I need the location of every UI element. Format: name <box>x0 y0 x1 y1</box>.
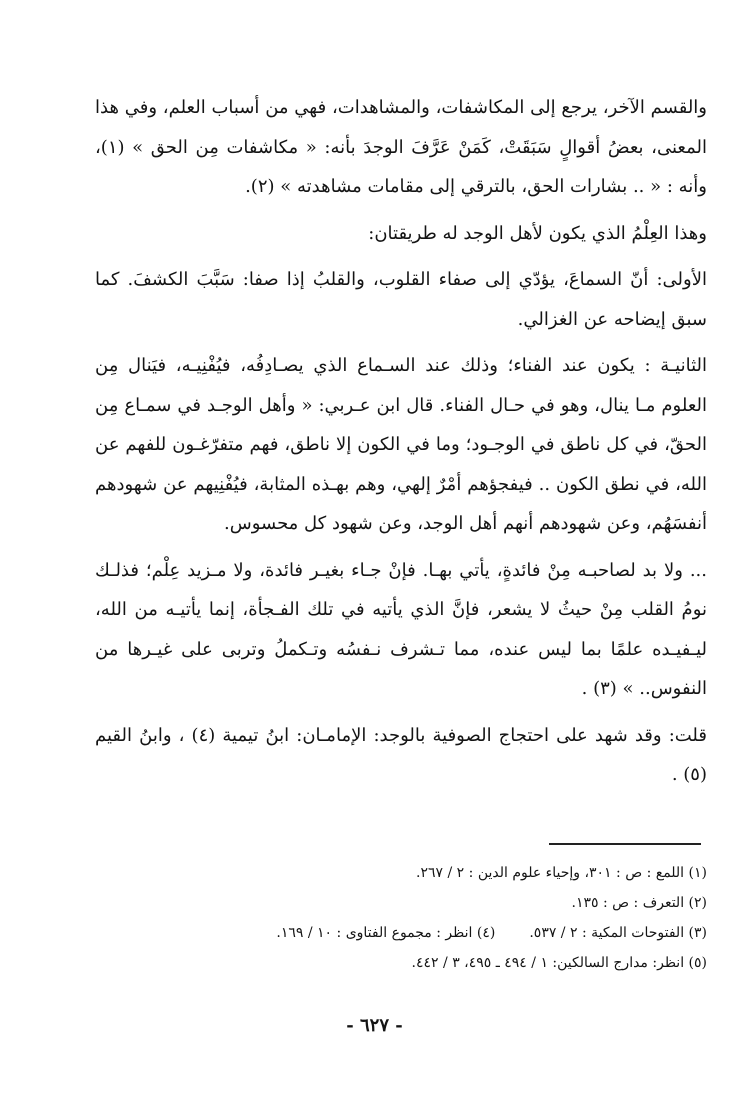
footnote-row-3-4 <box>95 918 707 948</box>
page-number: - ٦٢٧ - <box>346 1015 403 1036</box>
footnote-separator <box>549 843 701 845</box>
footnote-4: (٤) انظر : مجموع الفتاوى : ١٠ / ١٦٩. <box>276 925 496 941</box>
paragraph-4: الثانيـة : يكون عند الفناء؛ وذلك عند السـماع الذي يصـادِفُه، فيُفْنِيـه، فيَنال مِن العلوم مـا ينال، وهو في حـال الفناء. قال ابن عـربي: « وأهل الوجـد في سمـاع مِن الحقّ، في كل ناطق في الوجـود؛ وما في الكون إلا ناطق، فهم متفرّغـون للفهم عن الله، في نطق الكون .. فيفجؤهم أمْرٌ إلهي، وهم بهـذه المثابة، فيُفْنِيهم عن شهودهم أنفسَهُم، وعن شهودهم أنهم أهل الوجد، وعن شهود كل محسوس. <box>95 355 707 534</box>
footnote-3: (٣) الفتوحات المكية : ٢ / ٥٣٧. <box>529 925 707 941</box>
paragraph-2: وهذا العِلْمُ الذي يكون لأهل الوجد له طريقتان: <box>368 222 707 244</box>
paragraph-1: والقسم الآخر، يرجع إلى المكاشفات، والمشاهدات، فهي من أسباب العلم، وفي هذا المعنى، بعضُ أقوالٍ سَبَقَتْ، كَمَنْ عَرَّفَ الوجدَ بأنه: « مكاشفات مِن الحق » (١)، وأنه : « .. بشارات الحق، بالترقي إلى مقامات مشاهدته » (٢). <box>95 97 707 197</box>
footnote-1: (١) اللمع : ص : ٣٠١، وإحياء علوم الدين : ٢ / ٢٦٧. <box>416 865 707 881</box>
main-text <box>95 88 707 802</box>
paragraph-6: قلت: وقد شهد على احتجاج الصوفية بالوجد: الإمامـان: ابنُ تيمية (٤) ، وابنُ القيم (٥) . <box>95 724 707 785</box>
footnotes <box>95 858 707 978</box>
paragraph-3: الأولى: أنّ السماعَ، يؤدّي إلى صفاء القلوب، والقلبُ إذا صفا: سَبَّبَ الكشفَ. كما سبق إيضاحه عن الغزالي. <box>95 269 707 330</box>
footnote-2: (٢) التعرف : ص : ١٣٥. <box>571 895 707 911</box>
paragraph-5: ... ولا بد لصاحبـه مِنْ فائدةٍ، يأتي بهـا. فإنْ جـاء بغيـر فائدة، ولا مـزيد عِلْم؛ فذلـك نومُ القلب مِنْ حيثُ لا يشعر، فإنَّ الذي يأتيه في تلك الفـجأة، إنما يأتيـه من الله، ليـفيـده علمًا بما ليس عنده، مما تـشرف نـفسُه وتـكملُ وتربى على غيـرها من النفوس.. » (٣) . <box>95 559 707 699</box>
footnote-5: (٥) انظر: مدارج السالكين: ١ / ٤٩٤ ـ ٤٩٥، ٣ / ٤٤٢. <box>411 955 707 971</box>
